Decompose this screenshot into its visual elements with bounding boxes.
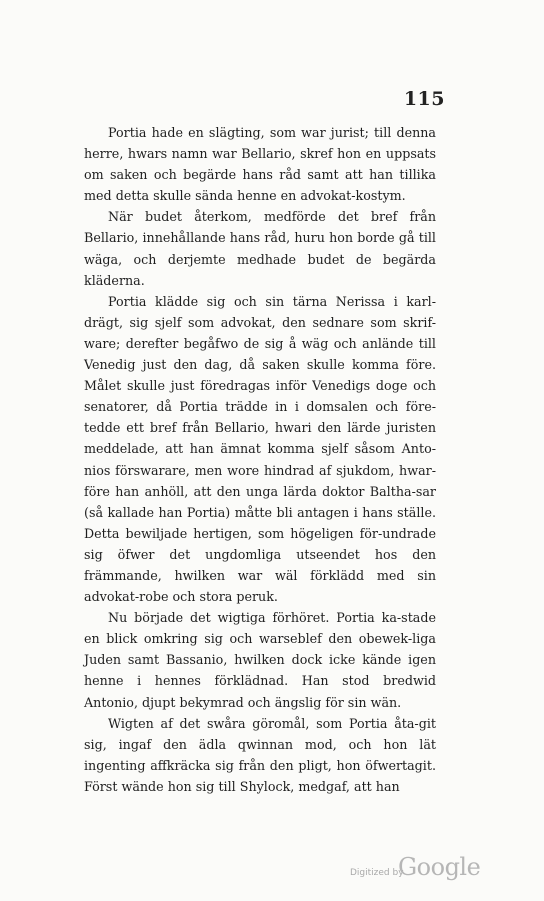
paragraph: När budet återkom, medförde det bref från Bellario, innehållande hans råd, huru hon borde gå till wäga, och derjemte medhade budet de begärda kläderna. (84, 209, 436, 288)
paragraph: Portia hade en slägting, som war jurist; till denna herre, hwars namn war Bellario, skref hon en uppsats om saken och begärde hans råd samt att han tillika med detta skulle sända henne en advokat-kostym. (84, 125, 436, 204)
paragraph: Nu började det wigtiga förhöret. Portia ka-stade en blick omkring sig och warseblef den obewek-liga Juden samt Bassanio, hwilken dock icke kände igen henne i hennes förklädnad. Han stod bredwid Antonio, djupt bekymrad och ängslig för sin wän. (84, 610, 436, 710)
digitization-watermark (350, 853, 500, 887)
paragraph: Wigten af det swåra göromål, som Portia åta-git sig, ingaf den ädla qwinnan mod, och hon lät ingenting affkräcka sig från den pligt, hon öfwertagit. Först wände hon sig till Shylock, medgaf, att han (84, 715, 436, 794)
page-body (84, 122, 436, 797)
watermark-prefix: Digitized by (350, 868, 404, 878)
paragraph: Portia klädde sig och sin tärna Nerissa i karl-drägt, sig sjelf som advokat, den sednare som skrif-ware; derefter begåfwo de sig å wäg och anlände till Venedig just den dag, då saken skulle komma före. Målet skulle just föredragas inför Venedigs doge och senatorer, då Portia trädde in i domsalen och före-tedde ett bref från Bellario, hwari den lärde juristen meddelade, att han ämnat komma sjelf såsom Anto-nios förswarare, men wore hindrad af sjukdom, hwar-före han anhöll, att den unga lärda doktor Baltha-sar (så kallade han Portia) måtte bli antagen i hans ställe. Detta bewiljade hertigen, som högeligen för-undrade sig öfwer det ungdomliga utseendet hos den främmande, hwilken war wäl förklädd med sin advokat-robe och stora peruk. (84, 293, 436, 605)
google-logo: Google (398, 853, 481, 881)
page-number: 115 (403, 88, 445, 110)
